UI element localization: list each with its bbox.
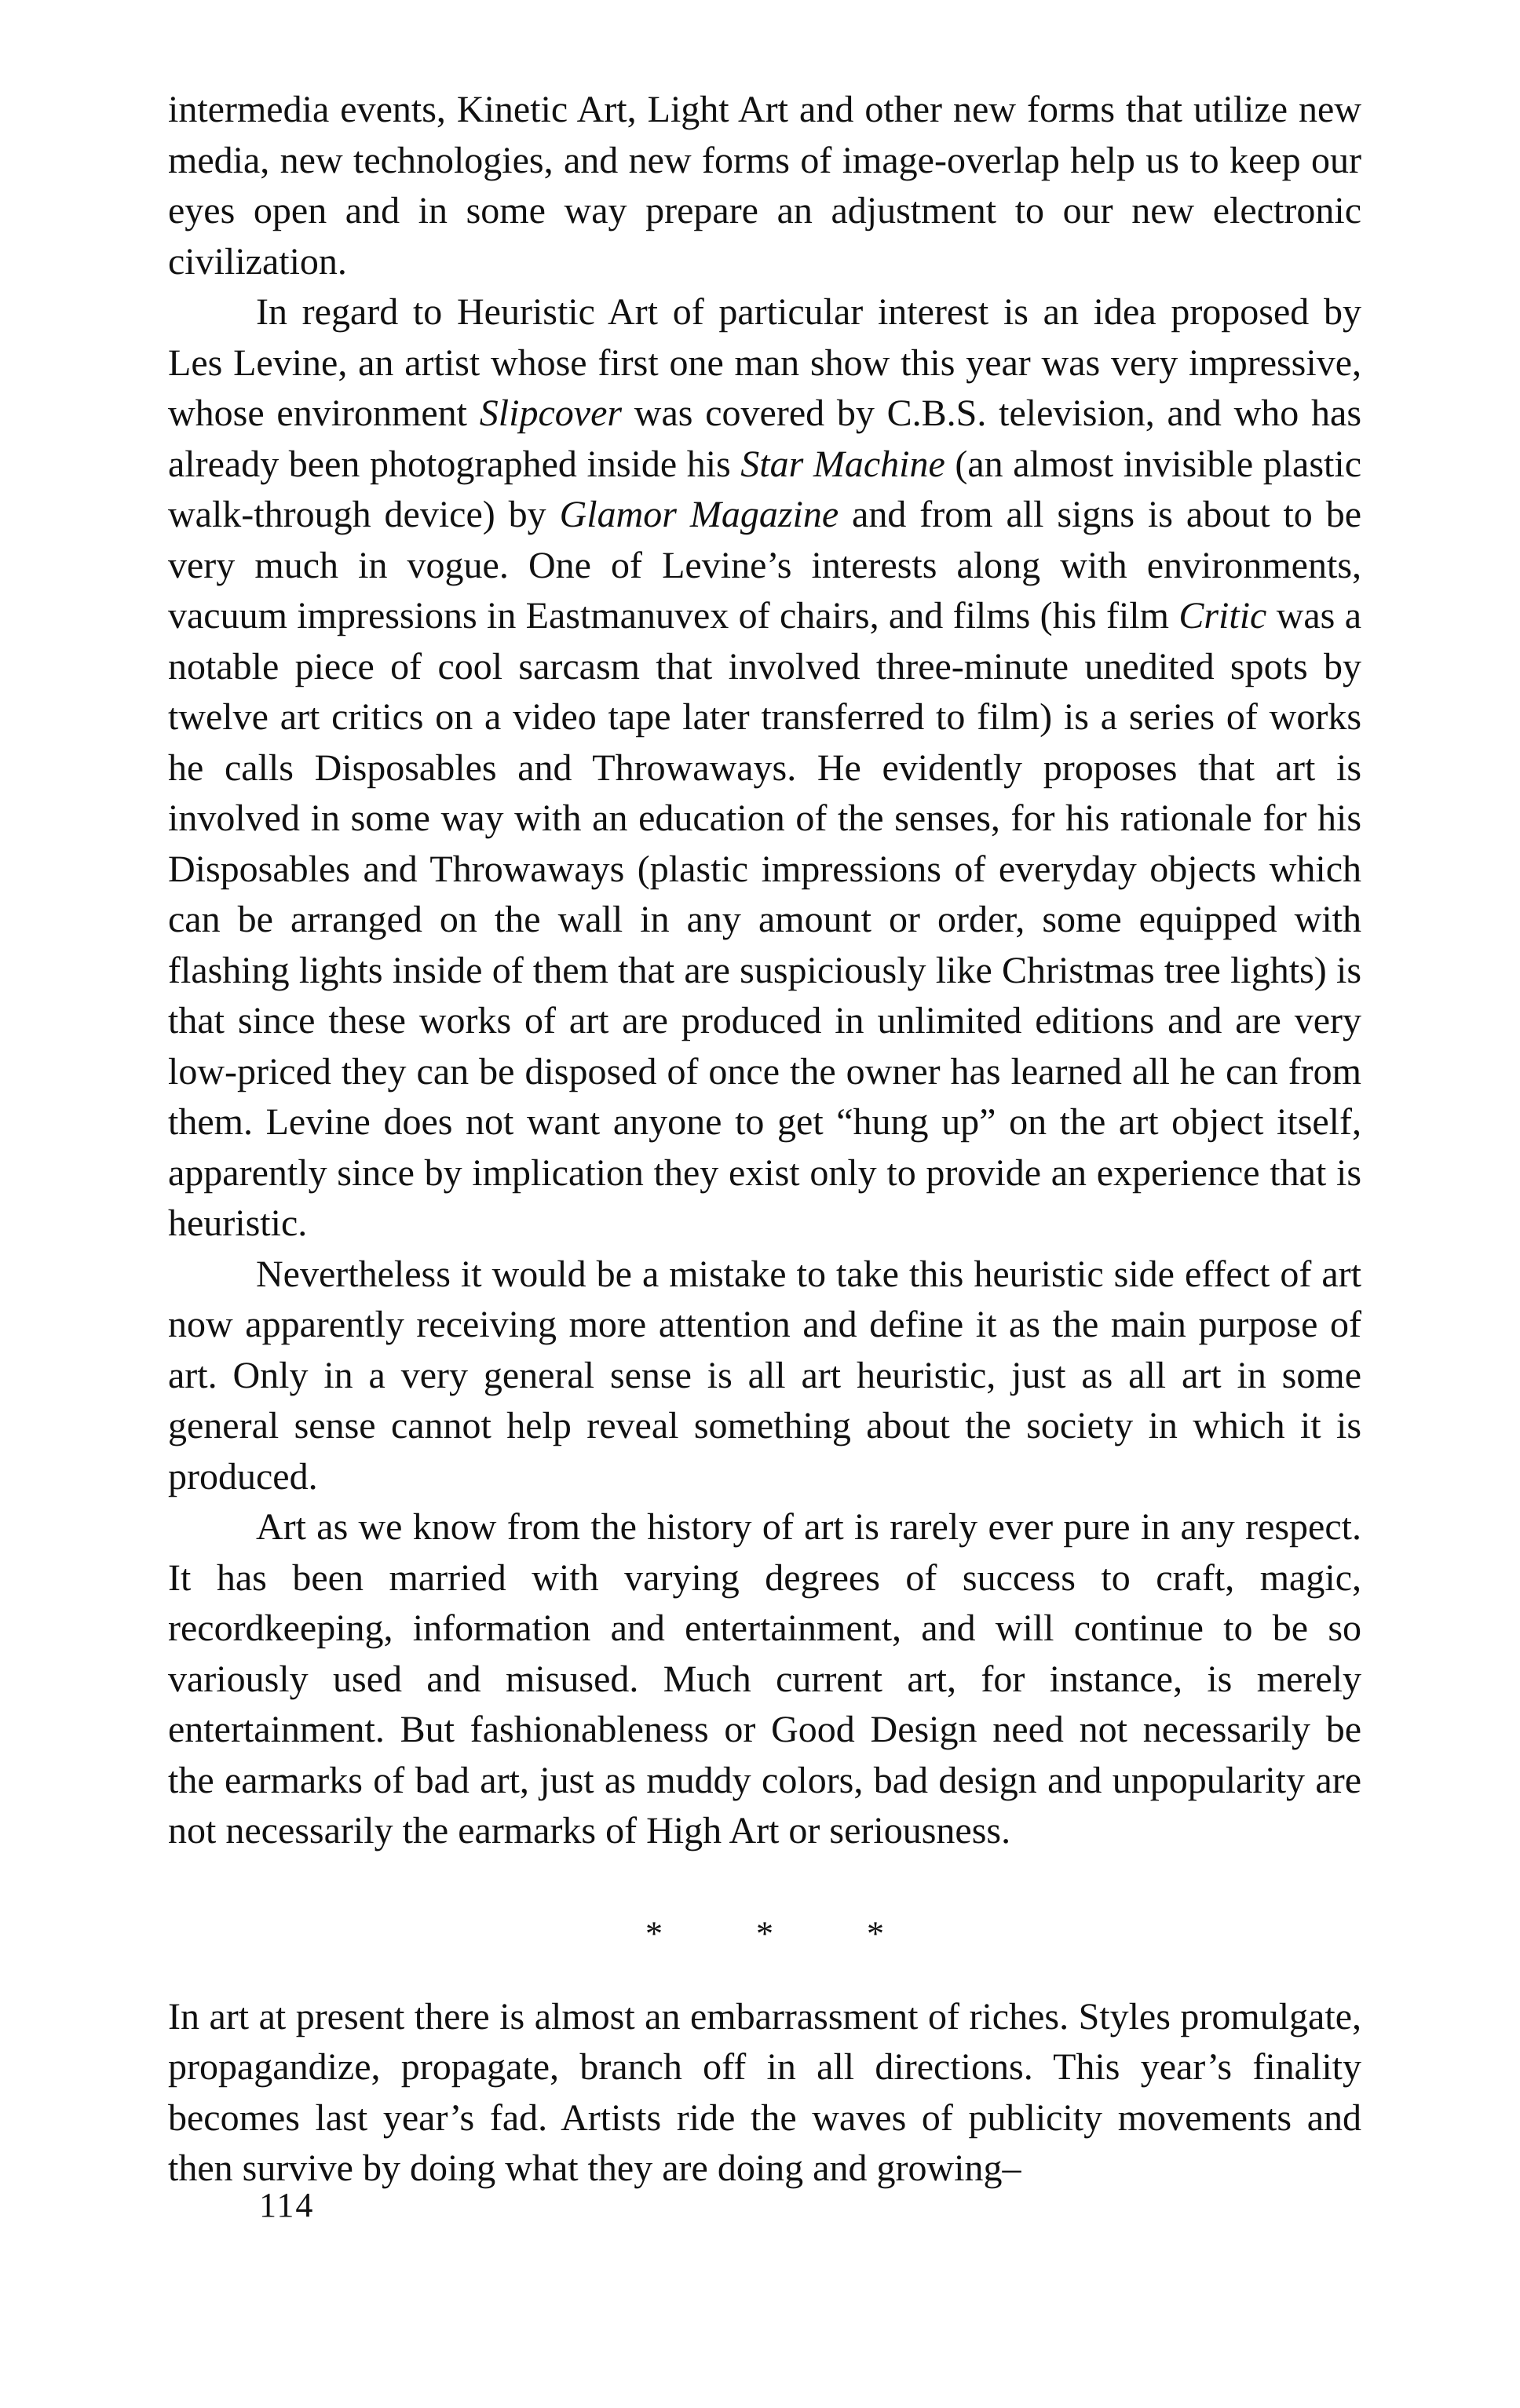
text-segment: Art as we know from the history of art is rarely ever pure in any respect. It has been married with varying degrees of success to craft, magic, recordkeeping, information and entertainment, and will continue to be so variously used and misused. Much current art, for instance, is merely entertainment. But fashionableness or Good Design need not necessarily be the earmarks of bad art, just as muddy colors, bad design and unpopularity are not necessarily the earmarks of High Art or seriousness. [168, 1506, 1361, 1852]
text-segment: In regard to Heuristic Art of particular interest is an idea proposed by Les Levine, an artist whose first one man show this year was very impressive, whose environment [168, 291, 1361, 434]
separator-asterisk: * [867, 1914, 884, 1953]
paragraph-2 [168, 287, 1361, 1250]
paragraph-3 [168, 1250, 1361, 1503]
text-segment: was a notable piece of cool sarcasm that involved three-minute unedited spots by twelve art critics on a video tape later transferred to film) is a series of works he calls Disposables and Throwaways. He evidently proposes that art is involved in some way with an education of the senses, for his rationale for his Disposables and Throwaways (plastic impressions of everyday objects which can be arranged on the wall in any amount or order, some equipped with flashing lights inside of them that are suspiciously like Christmas tree lights) is that since these works of art are produced in unlimited editions and are very low-priced they can be disposed of once the owner has learned all he can from them. Levine does not want anyone to get “hung up” on the art object itself, apparently since by implication they exist only to provide an experience that is heuristic. [168, 595, 1362, 1244]
text-segment: intermedia events, Kinetic Art, Light Art and other new forms that utilize new media, new technologies, and new forms of image-overlap help us to keep our eyes open and in some way prepare an adjustment to our new electronic civilization. [168, 89, 1361, 283]
paragraph-1 [168, 85, 1361, 287]
body-text [168, 85, 1361, 2195]
text-segment: Nevertheless it would be a mistake to take this heuristic side effect of art now apparently receiving more attention and define it as the main purpose of art. Only in a very general sense is all art heuristic, just as all art in some general sense cannot help reveal something about the society in which it is produced. [168, 1253, 1361, 1498]
italic-title: Slipcover [479, 392, 623, 434]
text-segment: was covered by C.B.S. television, and who has already been photographed inside his [168, 392, 1362, 485]
section-separator [168, 1910, 1361, 1957]
page-number: 114 [259, 2186, 315, 2224]
separator-asterisk: * [756, 1914, 773, 1953]
text-segment: and from all signs is about to be very much in vogue. One of Levine’s interests along with environments, vacuum impressions in Eastmanuvex of chairs, and films (his film [168, 494, 1361, 637]
paragraph-5 [168, 1992, 1361, 2195]
paragraph-4 [168, 1502, 1361, 1857]
separator-asterisk: * [645, 1914, 663, 1953]
italic-title: Glamor Magazine [559, 494, 839, 535]
italic-title: Star Machine [740, 443, 945, 485]
italic-title: Critic [1178, 595, 1267, 637]
text-segment: In art at present there is almost an embarrassment of riches. Styles promulgate, propagandize, propagate, branch off in all directions. This year’s finality becomes last year’s fad. Artists ride the waves of publicity movements and then survive by doing what they are doing and growing– [168, 1995, 1361, 2189]
text-segment: (an almost invisible plastic walk-through device) by [168, 443, 1361, 535]
